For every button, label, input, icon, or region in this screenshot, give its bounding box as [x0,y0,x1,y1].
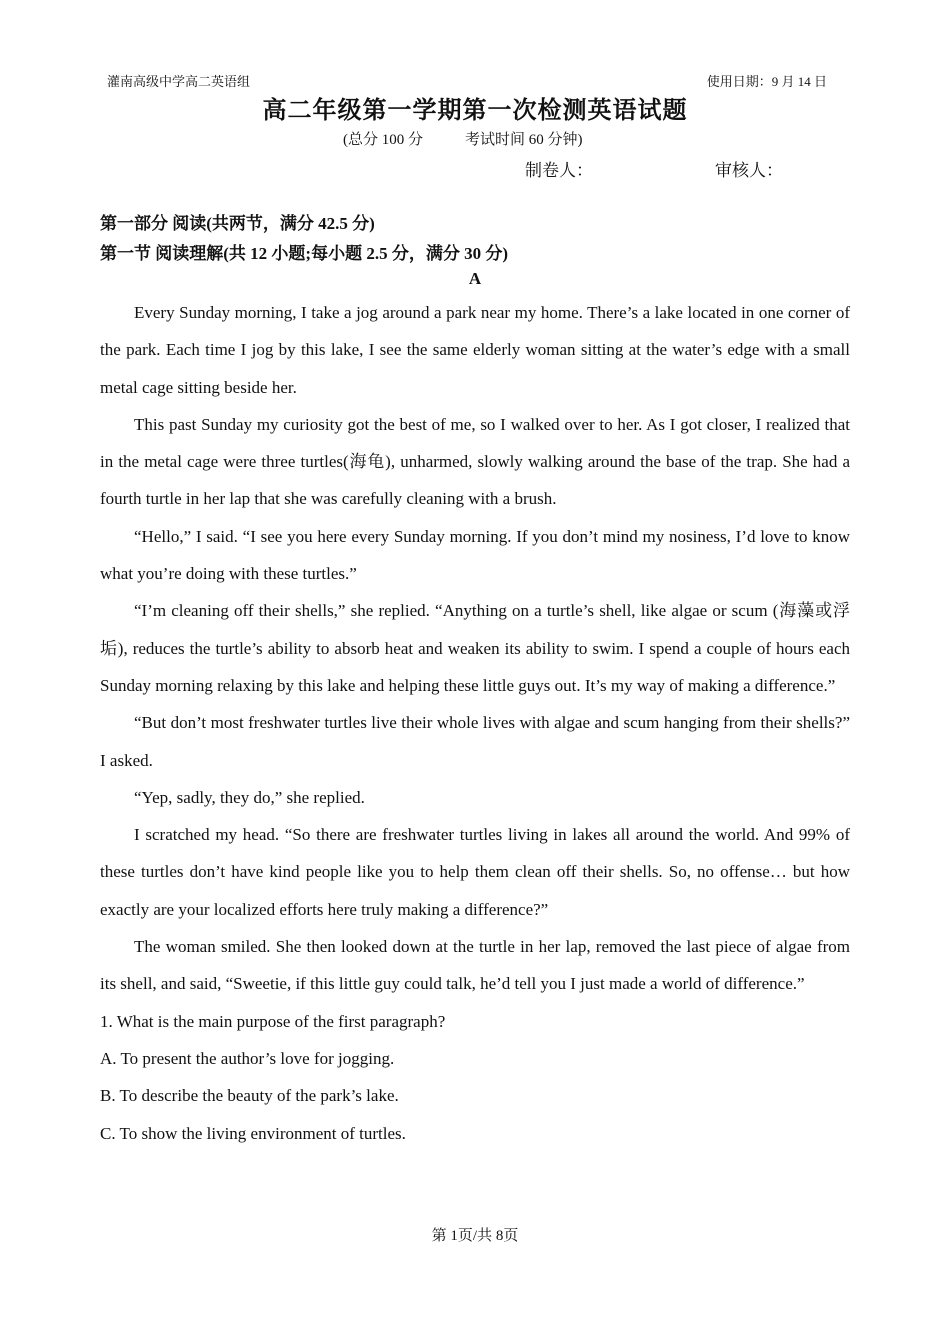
header-school: 灌南高级中学高二英语组 [107,74,251,89]
option-b: B. To describe the beauty of the park’s lake. [100,1086,399,1106]
section1-heading: 第一节 阅读理解(共 12 小题;每小题 2.5 分，满分 30 分) [100,244,508,263]
header-date: 使用日期：9 月 14 日 [706,74,827,89]
passage-body [100,294,850,1152]
option-a: A. To present the author’s love for jogging. [100,1048,395,1068]
paragraph: I scratched my head. “So there are freshwater turtles living in lakes all around the world. And 99% of these turtles don’t have kind people like you to help them clean off their shells. So, no offense… but how exactly are your localized efforts here truly making a difference?” [100,825,850,919]
paragraph: “But don’t most freshwater turtles live their whole lives with algae and scum hanging from their shells?” I asked. [100,713,850,770]
paragraph: “Hello,” I said. “I see you here every Sunday morning. If you don’t mind my nosiness, I’d love to know what you’re doing with these turtles.” [100,526,850,584]
page-title: 高二年级第一学期第一次检测英语试题 [262,98,688,124]
question-stem: 1. What is the main purpose of the first paragraph? [100,1011,446,1031]
passage-letter: A [468,269,482,288]
paragraph: The woman smiled. She then looked down at the turtle in her lap, removed the last piece of algae from its shell, and said, “Sweetie, if this little guy could talk, he’d tell you I just made a world of difference.” [100,937,850,994]
paragraph: “Yep, sadly, they do,” she replied. [134,787,365,807]
paragraph: “I’m cleaning off their shells,” she replied. “Anything on a turtle’s shell, like algae or scum (海藻或浮垢), reduces the turtle’s ability to absorb heat and weaken its ability to swim. I spend a couple of hours each Sunday morning relaxing by this lake and helping these little guys out. It’s my way of making a difference.” [100,601,850,695]
total-score: (总分 100 分 [343,132,423,148]
option-c: C. To show the living environment of turtles. [100,1123,406,1143]
page-number: 第 1页/共 8页 [431,1228,519,1244]
reviewed-by-label: 审核人： [715,161,783,180]
part1-heading: 第一部分 阅读(共两节，满分 42.5 分) [100,214,375,233]
exam-time: 考试时间 60 分钟) [465,132,583,148]
paragraph: Every Sunday morning, I take a jog around a park near my home. There’s a lake located in one corner of the park. Each time I jog by this lake, I see the same elderly woman sitting at the water’s edge with a small metal cage sitting beside her. [100,303,850,397]
paragraph: This past Sunday my curiosity got the best of me, so I walked over to her. As I got closer, I realized that in the metal cage were three turtles(海龟), unharmed, slowly walking around the base of the trap. She had a fourth turtle in her lap that she was carefully cleaning with a brush. [100,414,850,509]
exam-subtitle [343,128,583,149]
prepared-by-label: 制卷人： [525,161,593,180]
